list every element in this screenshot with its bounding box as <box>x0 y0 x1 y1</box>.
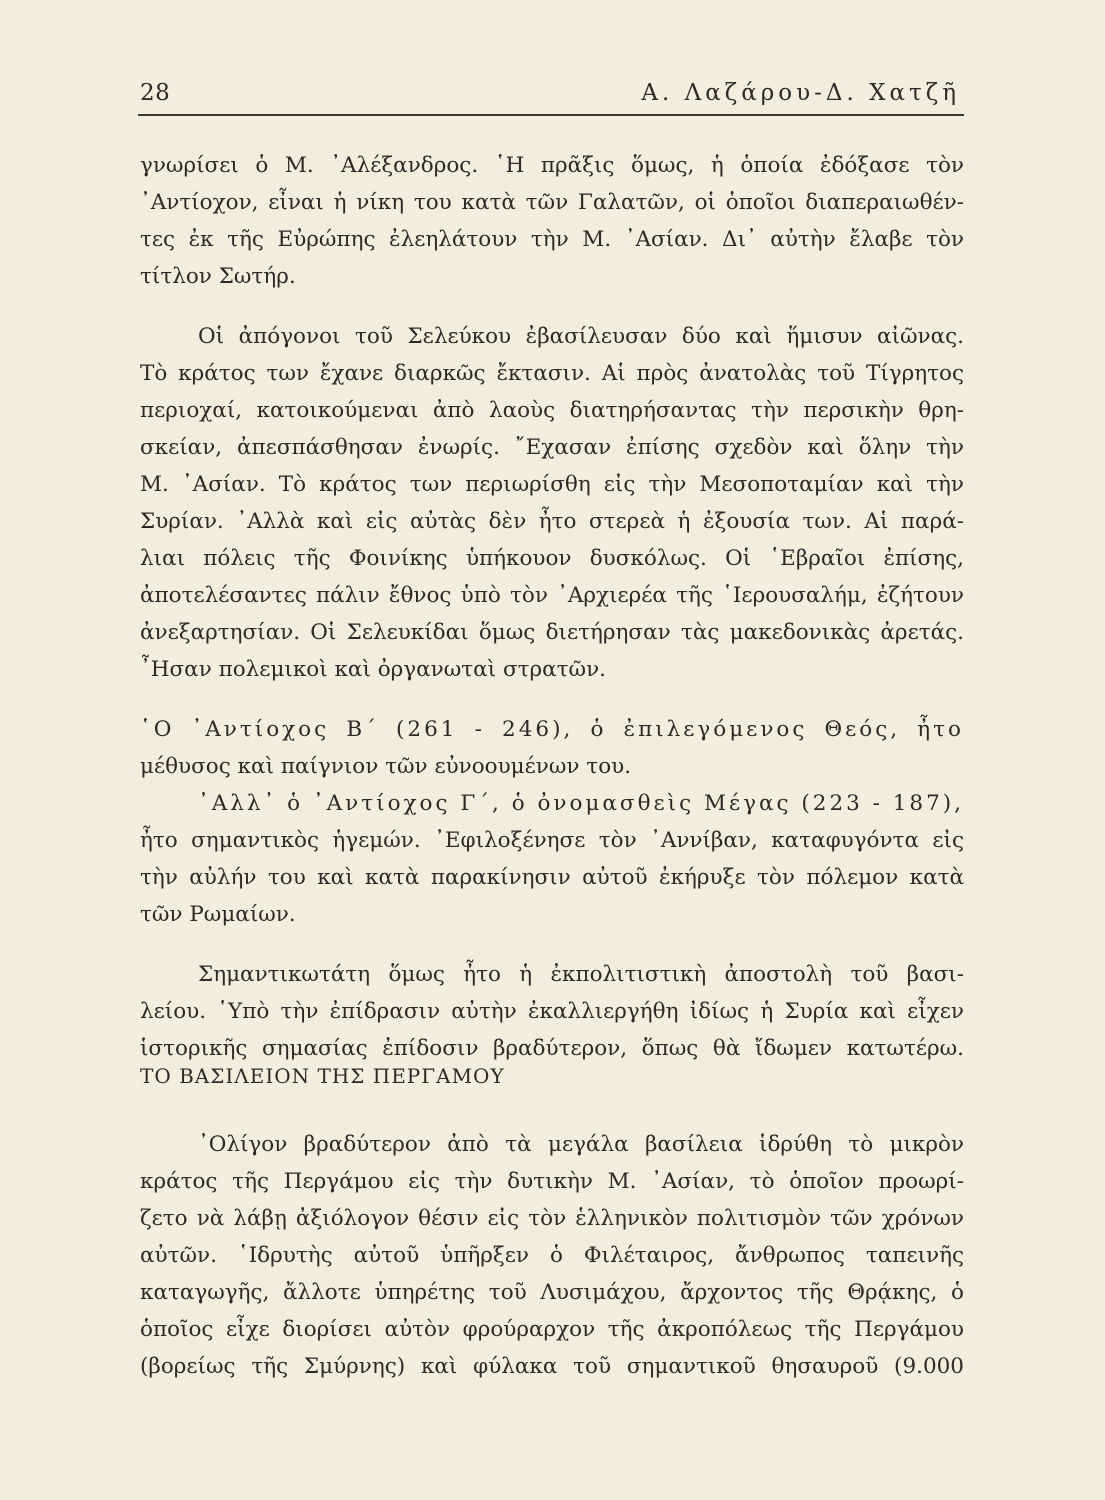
text-line: αὐτῶν. ῾Ιδρυτὴς αὐτοῦ ὑπῆρξεν ὁ Φιλέταιρος, ἄνθρωπος ταπεινῆς <box>140 1243 964 1268</box>
text-line: τες ἐκ τῆς Εὐρώπης ἐλεηλάτουν τὴν Μ. ᾿Ασίαν. Δι᾿ αὐτὴν ἔλαβε τὸν <box>140 227 964 252</box>
text-line: τῶν Ρωμαίων. <box>140 902 296 927</box>
page-header <box>138 74 964 116</box>
text-line: Οἱ ἀπόγονοι τοῦ Σελεύκου ἐβασίλευσαν δύο καὶ ἥμισυν αἰῶνας. <box>198 324 964 349</box>
text-line: Τὸ κράτος των ἔχανε διαρκῶς ἔκτασιν. Αἱ πρὸς ἀνατολὰς τοῦ Τίγρητος <box>140 361 964 386</box>
text-line: Σημαντικωτάτη ὅμως ἦτο ἡ ἐκπολιτιστικὴ ἀποστολὴ τοῦ βασι- <box>198 962 964 987</box>
text-line: Συρίαν. ᾿Αλλὰ καὶ εἰς αὐτὰς δὲν ἦτο στερεὰ ἡ ἐξουσία των. Αἱ παρά- <box>140 509 964 534</box>
text-line: (βορείως τῆς Σμύρνης) καὶ φύλακα τοῦ σημαντικοῦ θησαυροῦ (9.000 <box>140 1354 964 1379</box>
text-line: ῏Ησαν πολεμικοὶ καὶ ὀργανωταὶ στρατῶν. <box>140 657 606 682</box>
text-line: σκείαν, ἀπεσπάσθησαν ἐνωρίς. ῎Εχασαν ἐπίσης σχεδὸν καὶ ὅλην τὴν <box>140 435 964 460</box>
text-line: ᾿Αντίοχον, εἶναι ἡ νίκη του κατὰ τῶν Γαλατῶν, οἱ ὁποῖοι διαπεραιωθέν- <box>140 190 964 215</box>
text-line: ᾿Ολίγον βραδύτερον ἀπὸ τὰ μεγάλα βασίλεια ἱδρύθη τὸ μικρὸν <box>198 1132 964 1157</box>
text-line: κράτος τῆς Περγάμου εἰς τὴν δυτικὴν Μ. ᾿Ασίαν, τὸ ὁποῖον προωρί- <box>140 1169 964 1194</box>
section-title: ΤΟ ΒΑΣΙΛΕΙΟΝ ΤΗΣ ΠΕΡΓΑΜΟΥ <box>140 1064 505 1088</box>
text-line: ὁποῖος εἶχε διορίσει αὐτὸν φρούραρχον τῆς ἀκροπόλεως τῆς Περγάμου <box>140 1317 964 1342</box>
text-line: ἦτο σημαντικὸς ἡγεμών. ᾿Εφιλοξένησε τὸν ᾿Αννίβαν, καταφυγόντα εἰς <box>140 828 964 853</box>
text-line: λιαι πόλεις τῆς Φοινίκης ὑπήκουον δυσκόλως. Οἱ ῾Εβραῖοι ἐπίσης, <box>140 546 964 571</box>
text-line: τίτλον Σωτήρ. <box>140 264 296 289</box>
text-line: λείου. ῾Υπὸ τὴν ἐπίδρασιν αὐτὴν ἐκαλλιεργήθη ἰδίως ἡ Συρία καὶ εἶχεν <box>140 999 964 1024</box>
text-line: ῾Ο ᾿Αντίοχος Β΄ (261 - 246), ὁ ἐπιλεγόμενος Θεός, ἦτο <box>140 717 964 742</box>
text-line: γνωρίσει ὁ Μ. ᾿Αλέξανδρος. ῾Η πρᾶξις ὅμως, ἡ ὁποία ἐδόξασε τὸν <box>140 153 964 178</box>
text-line: Μ. ᾿Ασίαν. Τὸ κράτος των περιωρίσθη εἰς τὴν Μεσοποταμίαν καὶ τὴν <box>140 472 964 497</box>
text-line: ἀνεξαρτησίαν. Οἱ Σελευκίδαι ὅμως διετήρησαν τὰς μακεδονικὰς ἀρετάς. <box>140 620 964 645</box>
text-line: μέθυσος καὶ παίγνιον τῶν εὐνοουμένων του. <box>140 754 632 779</box>
text-line: ζετο νὰ λάβῃ ἀξιόλογον θέσιν εἰς τὸν ἑλληνικὸν πολιτισμὸν τῶν χρόνων <box>140 1206 964 1231</box>
text-line: ᾿Αλλ᾿ ὁ ᾿Αντίοχος Γ΄, ὁ ὀνομασθεὶς Μέγας (223 - 187), <box>198 791 964 816</box>
page-number: 28 <box>140 80 171 106</box>
text-line: ἀποτελέσαντες πάλιν ἔθνος ὑπὸ τὸν ᾿Αρχιερέα τῆς ῾Ιερουσαλήμ, ἐζήτουν <box>140 583 964 608</box>
text-line: ἱστορικῆς σημασίας ἐπίδοσιν βραδύτερον, ὅπως θὰ ἴδωμεν κατωτέρω. <box>140 1036 964 1061</box>
text-line: τὴν αὐλήν του καὶ κατὰ παρακίνησιν αὐτοῦ ἐκήρυξε τὸν πόλεμον κατὰ <box>140 865 964 890</box>
text-line: περιοχαί, κατοικούμεναι ἀπὸ λαοὺς διατηρήσαντας τὴν περσικὴν θρη- <box>140 398 964 423</box>
text-line: καταγωγῆς, ἄλλοτε ὑπηρέτης τοῦ Λυσιμάχου, ἄρχοντος τῆς Θρᾴκης, ὁ <box>140 1280 964 1305</box>
running-head: Α. Λαζάρου-Δ. Χατζῆ <box>641 80 960 106</box>
